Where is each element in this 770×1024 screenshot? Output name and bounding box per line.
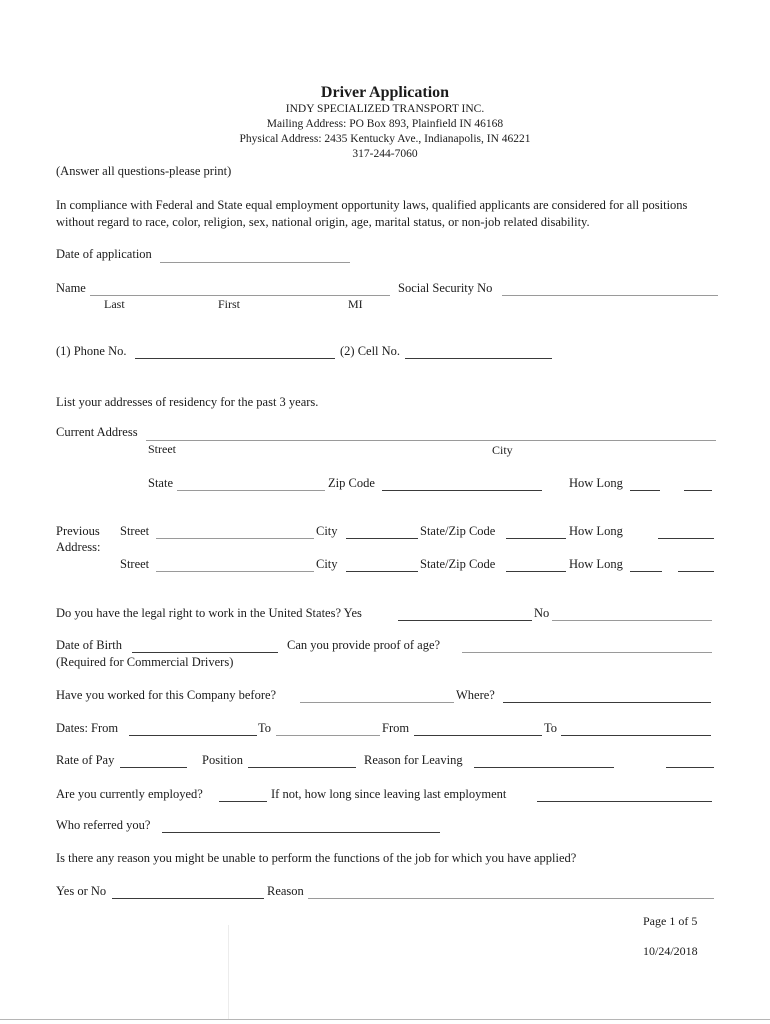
where-label: Where?: [456, 688, 495, 702]
current-street-caption: Street: [148, 442, 176, 456]
previous-how-long-label-1: How Long: [569, 524, 623, 538]
dates-from-label: Dates: From: [56, 721, 119, 735]
company-phone: 317-244-7060: [352, 148, 418, 160]
position-field[interactable]: [248, 767, 356, 768]
previous-how-long-field-2b[interactable]: [678, 571, 714, 572]
mailing-address: Mailing Address: PO Box 893, Plainfield IN 46168: [266, 118, 504, 130]
revision-date: 10/24/2018: [643, 944, 698, 958]
current-city-caption: City: [492, 443, 513, 457]
current-zip-label: Zip Code: [328, 476, 375, 490]
proof-age-field[interactable]: [462, 652, 712, 653]
scan-edge: [0, 1019, 770, 1020]
legal-right-yes-field[interactable]: [398, 620, 532, 621]
dob-field[interactable]: [132, 652, 278, 653]
current-state-label: State: [148, 476, 173, 490]
current-how-long-label: How Long: [569, 476, 623, 490]
current-zip-field[interactable]: [382, 490, 542, 491]
previous-how-long-field-2[interactable]: [630, 571, 662, 572]
unable-perform-label: Is there any reason you might be unable to perform the functions of the job for which you have applied?: [56, 851, 577, 865]
rate-of-pay-label: Rate of Pay: [56, 753, 115, 767]
previous-street-field-2[interactable]: [156, 571, 314, 572]
phone-field[interactable]: [135, 358, 335, 359]
address-label: Address:: [56, 540, 101, 554]
page-title: Driver Application: [320, 84, 450, 101]
previous-city-label-1: City: [316, 524, 338, 538]
reason-leaving-field-2[interactable]: [666, 767, 714, 768]
ssn-field[interactable]: [502, 295, 718, 296]
dates-from-label-2: From: [382, 721, 410, 735]
residency-prompt: List your addresses of residency for the past 3 years.: [56, 395, 319, 409]
current-how-long-field-2[interactable]: [684, 490, 712, 491]
cell-field[interactable]: [405, 358, 552, 359]
name-label: Name: [56, 281, 86, 295]
previous-state-zip-field-2[interactable]: [506, 571, 566, 572]
previous-state-zip-label-2: State/Zip Code: [420, 557, 496, 571]
previous-how-long-field-1[interactable]: [658, 538, 714, 539]
previous-street-label-2: Street: [120, 557, 150, 571]
dates-from-field-2[interactable]: [414, 735, 542, 736]
eeo-statement: In compliance with Federal and State equal employment opportunity laws, qualified applicants are considered for all positions without regard to race, color, religion, sex, national origin, age, marital status, or non-job related disability.: [56, 198, 688, 229]
currently-employed-field[interactable]: [219, 801, 267, 802]
cell-label: (2) Cell No.: [340, 344, 401, 358]
dates-to-label-2: To: [544, 721, 558, 735]
proof-age-label: Can you provide proof of age?: [287, 638, 441, 652]
where-field[interactable]: [503, 702, 711, 703]
page-number: Page 1 of 5: [643, 914, 698, 928]
reason-leaving-field[interactable]: [474, 767, 614, 768]
phone-label: (1) Phone No.: [56, 344, 127, 358]
required-cdl-note: (Required for Commercial Drivers): [56, 655, 234, 669]
first-name-caption: First: [218, 297, 241, 311]
date-of-application-field[interactable]: [160, 262, 350, 263]
scan-artifact: [228, 925, 229, 1020]
worked-before-label: Have you worked for this Company before?: [56, 688, 277, 702]
previous-city-field-1[interactable]: [346, 538, 418, 539]
rate-of-pay-field[interactable]: [120, 767, 187, 768]
dates-to-field[interactable]: [276, 735, 380, 736]
since-leaving-field[interactable]: [537, 801, 712, 802]
previous-city-field-2[interactable]: [346, 571, 418, 572]
reason-leaving-label: Reason for Leaving: [364, 753, 463, 767]
instructions: (Answer all questions-please print): [56, 164, 232, 178]
yes-or-no-field[interactable]: [112, 898, 264, 899]
referred-field[interactable]: [162, 832, 440, 833]
previous-label: Previous: [56, 524, 100, 538]
previous-street-label-1: Street: [120, 524, 150, 538]
previous-street-field-1[interactable]: [156, 538, 314, 539]
physical-address: Physical Address: 2435 Kentucky Ave., Indianapolis, IN 46221: [239, 133, 531, 145]
middle-initial-caption: MI: [348, 297, 363, 311]
previous-how-long-label-2: How Long: [569, 557, 623, 571]
company-name: INDY SPECIALIZED TRANSPORT INC.: [285, 103, 485, 115]
since-leaving-label: If not, how long since leaving last employment: [271, 787, 507, 801]
current-how-long-field[interactable]: [630, 490, 660, 491]
dates-to-field-2[interactable]: [561, 735, 711, 736]
reason-field[interactable]: [308, 898, 714, 899]
date-of-application-label: Date of application: [56, 247, 152, 261]
legal-right-no-field[interactable]: [552, 620, 712, 621]
currently-employed-label: Are you currently employed?: [56, 787, 203, 801]
current-address-label: Current Address: [56, 425, 138, 439]
ssn-label: Social Security No: [398, 281, 493, 295]
legal-right-label: Do you have the legal right to work in the United States? Yes: [56, 606, 362, 620]
last-name-caption: Last: [104, 297, 125, 311]
worked-before-field[interactable]: [300, 702, 454, 703]
position-label: Position: [202, 753, 243, 767]
referred-label: Who referred you?: [56, 818, 151, 832]
yes-or-no-label: Yes or No: [56, 884, 107, 898]
current-address-field[interactable]: [146, 440, 716, 441]
current-state-field[interactable]: [177, 490, 325, 491]
dob-label: Date of Birth: [56, 638, 122, 652]
name-field[interactable]: [90, 295, 390, 296]
dates-from-field[interactable]: [129, 735, 257, 736]
previous-city-label-2: City: [316, 557, 338, 571]
previous-state-zip-label-1: State/Zip Code: [420, 524, 496, 538]
dates-to-label: To: [258, 721, 272, 735]
reason-label: Reason: [267, 884, 304, 898]
previous-state-zip-field-1[interactable]: [506, 538, 566, 539]
legal-right-no-label: No: [534, 606, 550, 620]
